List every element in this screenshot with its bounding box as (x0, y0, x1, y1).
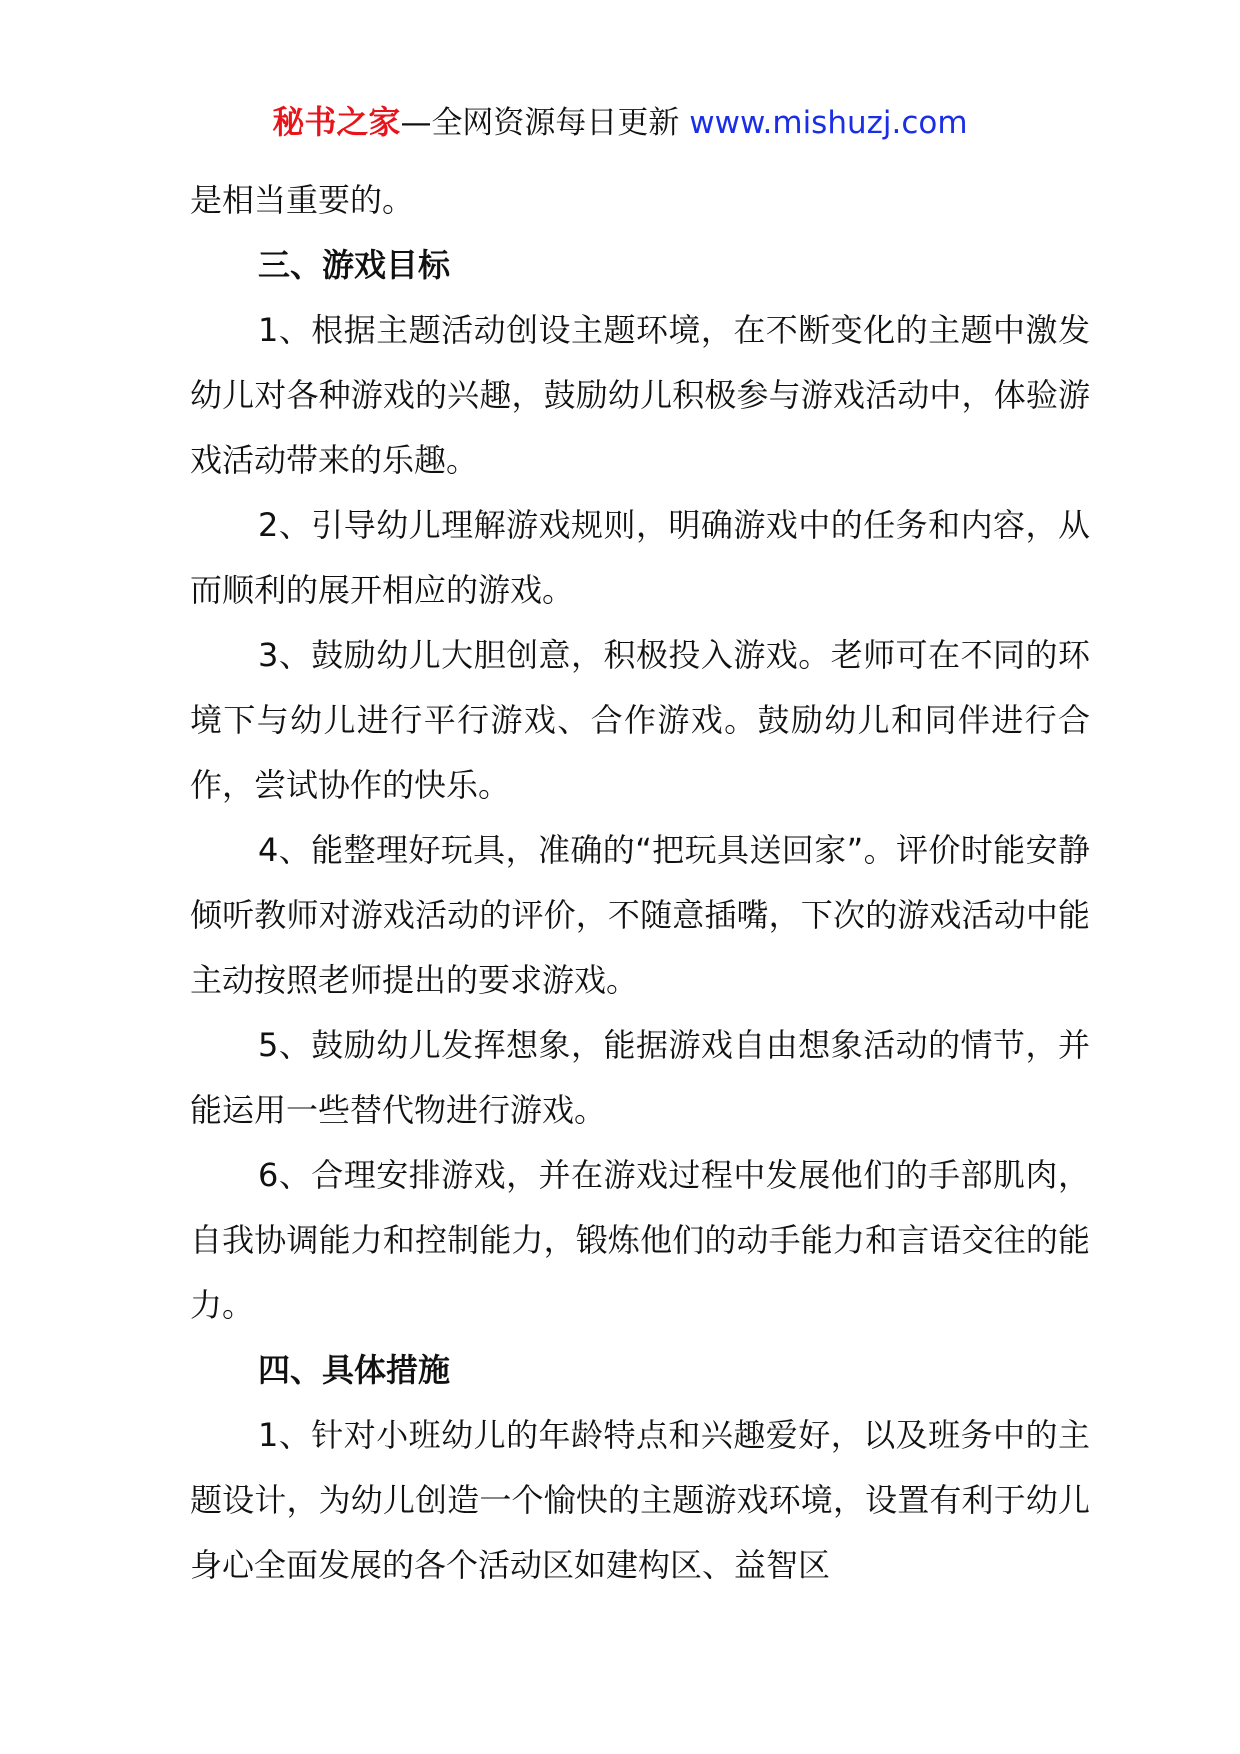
document-body (190, 168, 1090, 1598)
section-heading-measures: 四、具体措施 (258, 1351, 451, 1389)
goal-item-1: 1、根据主题活动创设主题环境，在不断变化的主题中激发幼儿对各种游戏的兴趣，鼓励幼儿积极参与游戏活动中，体验游戏活动带来的乐趣。 (190, 311, 1090, 479)
site-url-link[interactable]: www.mishuzj.com (689, 105, 968, 141)
page-header (0, 100, 1240, 145)
continuation-paragraph: 是相当重要的。 (190, 181, 415, 219)
header-tagline: —全网资源每日更新 (400, 105, 690, 141)
brand-name: 秘书之家 (272, 103, 401, 141)
goal-item-2: 2、引导幼儿理解游戏规则，明确游戏中的任务和内容，从而顺利的展开相应的游戏。 (190, 506, 1090, 609)
section-heading-goals: 三、游戏目标 (258, 246, 451, 284)
goal-item-3: 3、鼓励幼儿大胆创意，积极投入游戏。老师可在不同的环境下与幼儿进行平行游戏、合作游戏。鼓励幼儿和同伴进行合作，尝试协作的快乐。 (190, 636, 1090, 804)
goal-item-5: 5、鼓励幼儿发挥想象，能据游戏自由想象活动的情节，并能运用一些替代物进行游戏。 (190, 1026, 1090, 1129)
goal-item-4: 4、能整理好玩具，准确的“把玩具送回家”。评价时能安静倾听教师对游戏活动的评价，不随意插嘴，下次的游戏活动中能主动按照老师提出的要求游戏。 (190, 831, 1090, 999)
goal-item-6: 6、合理安排游戏，并在游戏过程中发展他们的手部肌肉，自我协调能力和控制能力，锻炼他们的动手能力和言语交往的能力。 (190, 1156, 1090, 1324)
measure-item-1: 1、针对小班幼儿的年龄特点和兴趣爱好，以及班务中的主题设计，为幼儿创造一个愉快的主题游戏环境，设置有利于幼儿身心全面发展的各个活动区如建构区、益智区 (190, 1416, 1090, 1584)
